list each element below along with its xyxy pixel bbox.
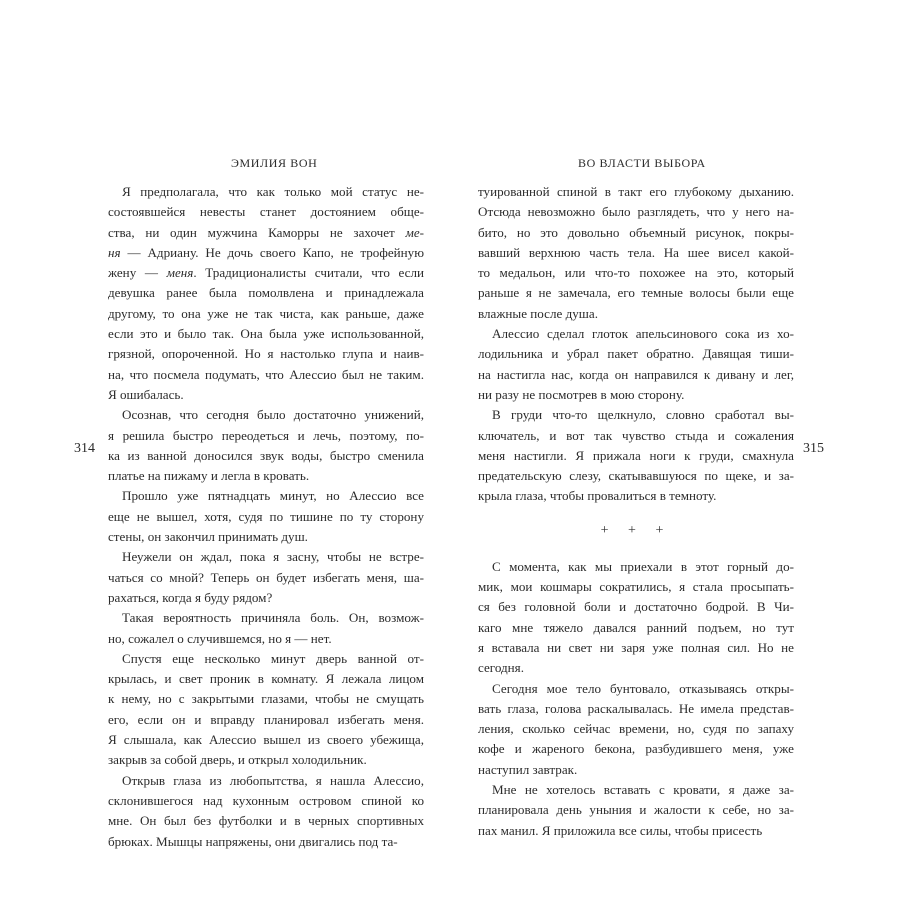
running-head-right: ВО ВЛАСТИ ВЫБОРА	[578, 156, 706, 170]
text-line: кофе и жареного бекона, разбудившего меня, уже	[478, 741, 794, 757]
text-line: к нему, но с закрытыми глазами, чтобы не смущать	[108, 691, 424, 707]
text-line: грязной, опороченной. Но я настолько глупа и наив-	[108, 346, 424, 362]
text-line: другому, то она уже не так чиста, как раньше, даже	[108, 305, 424, 321]
text-line: влажные после душа.	[478, 305, 598, 321]
text-line: его, если он и вправду планировал избегать меня.	[108, 711, 424, 727]
paragraph	[108, 547, 424, 608]
text-line: чаться со мной? Теперь он будет избегать меня, ша-	[108, 569, 424, 585]
text-line: раньше я не замечала, его темные волосы были еще	[478, 285, 794, 301]
text-line: наступил завтрак.	[478, 761, 578, 777]
page-number-left: 314	[74, 441, 95, 456]
text-line: жену — меня. Традиционалисты считали, что если	[108, 265, 425, 281]
paragraph	[478, 557, 794, 679]
paragraph	[108, 405, 424, 486]
paragraph	[108, 182, 424, 405]
text-line: меня настигли. Я прижала ноги к груди, смахнула	[478, 447, 794, 463]
paragraph	[478, 679, 794, 780]
text-line: стены, он закончил принимать душ.	[108, 529, 308, 545]
text-line: Отсюда невозможно было разглядеть, что у него на-	[478, 204, 794, 220]
text-line: каго мне тяжело давался ранний подъем, но тут	[478, 619, 794, 635]
paragraph	[478, 182, 794, 324]
text-line: еще не вышел, хотя, судя по тишине по ту сторону	[108, 508, 424, 524]
text-line: ни разу не посмотрев в мою сторону.	[478, 386, 685, 402]
text-line: В груди что-то щелкнуло, словно сработал вы-	[492, 407, 794, 423]
text-line: Я ошибалась.	[108, 386, 184, 402]
text-line: Прошло уже пятнадцать минут, но Алессио все	[122, 488, 424, 504]
text-line: я вставала ни свет ни заря уже полная сил. Но не	[478, 639, 794, 655]
text-line: вать глаза, голова раскалывалась. Не имела представ-	[478, 700, 794, 716]
running-head-left: ЭМИЛИЯ ВОН	[231, 156, 318, 170]
text-line: С момента, как мы приехали в этот горный до-	[492, 558, 794, 574]
paragraph	[108, 608, 424, 649]
text-line: Мне не хотелось вставать с кровати, я даже за-	[492, 782, 794, 798]
text-line: склонившегося над кухонным островом спиной ко	[108, 792, 424, 808]
paragraph	[108, 649, 424, 771]
text-line: ключатель, и вот так чувство стыда и сожаления	[478, 427, 794, 443]
text-line: вавший верхнюю часть тела. На шее висел какой-	[478, 244, 794, 260]
left-page-body	[108, 182, 424, 852]
text-line: ня — Адриану. Не дочь своего Капо, не трофейную	[108, 244, 424, 260]
text-line: Алессио сделал глоток апельсинового сока из хо-	[492, 326, 794, 342]
text-line: то медальон, или что-то похожее на это, который	[478, 265, 794, 281]
text-line: Открыв глаза из любопытства, я нашла Алессио,	[122, 772, 424, 788]
text-line: платье на пижаму и легла в кровать.	[108, 468, 310, 484]
text-line: предательскую слезу, скатывавшуюся по щеке, и за-	[478, 468, 794, 484]
text-line: Неужели он ждал, пока я засну, чтобы не встре-	[122, 549, 424, 565]
text-line: пах манил. Я приложила все силы, чтобы присесть	[478, 822, 763, 838]
right-page-body-bottom	[478, 557, 794, 841]
paragraph	[108, 486, 424, 547]
text-line: сегодня.	[478, 660, 524, 676]
text-line: лодильника и убрал пакет обратно. Давящая тиши-	[478, 346, 794, 362]
text-line: Я предполагала, что как только мой статус не-	[122, 184, 424, 199]
text-line: туированной спиной в такт его глубокому дыханию.	[478, 184, 794, 199]
text-line: ся без головной боли и достаточно бодрой. В Чи-	[478, 599, 794, 615]
text-line: мне. Он был без футболки и в черных спортивных	[108, 813, 424, 829]
page-number-right: 315	[803, 441, 824, 456]
paragraph	[108, 771, 424, 852]
text-line: рахаться, когда я буду рядом?	[108, 589, 273, 605]
text-line: крылась, и свет проник в комнату. Я лежала лицом	[108, 671, 424, 687]
text-line: на, что посмела подумать, что Алессио был не таким.	[108, 366, 424, 382]
text-line: бито, но это довольно объемный рисунок, покры-	[478, 224, 794, 240]
text-line: если это и было так. Она была уже использованной,	[108, 326, 424, 342]
text-line: Такая вероятность причиняла боль. Он, возмож-	[122, 610, 424, 626]
text-line: девушка ранее была помолвлена и принадлежала	[108, 285, 424, 301]
text-line: ления, сколько сейчас времени, но, судя по запаху	[478, 721, 794, 737]
right-page-body-top	[478, 182, 794, 507]
text-line: Спустя еще несколько минут дверь ванной от-	[122, 650, 424, 666]
text-line: Я слышала, как Алессио вышел из своего убежища,	[108, 732, 424, 748]
text-line: я решила быстро переодеться и лечь, поэтому, по-	[108, 427, 424, 443]
paragraph	[478, 324, 794, 405]
text-line: Сегодня мое тело бунтовало, отказываясь откры-	[492, 680, 794, 696]
section-separator: + + +	[600, 522, 672, 538]
paragraph	[478, 780, 794, 841]
text-line: ка из ванной доносился звук воды, быстро сменила	[108, 447, 424, 463]
text-line: состоявшейся невесты станет достоянием обще-	[108, 204, 424, 220]
text-line: планировала день уныния и жалости к себе, но за-	[478, 802, 794, 818]
text-line: ства, ни один мужчина Каморры не захочет ме-	[108, 224, 424, 240]
text-line: на настигла нас, когда он направился к дивану и лег,	[478, 366, 794, 382]
text-line: но, сожалел о случившемся, но я — нет.	[108, 630, 332, 646]
text-line: мик, мои кошмары сократились, я стала просыпать-	[478, 579, 794, 595]
text-line: Осознав, что сегодня было достаточно унижений,	[122, 407, 424, 423]
paragraph	[478, 405, 794, 506]
text-line: закрыв за собой дверь, и открыл холодильник.	[108, 752, 367, 768]
text-line: крыла глаза, чтобы провалиться в темноту.	[478, 488, 717, 504]
right-page-body	[478, 182, 794, 841]
text-line: брюках. Мышцы напряжены, они двигались под та-	[108, 833, 398, 849]
